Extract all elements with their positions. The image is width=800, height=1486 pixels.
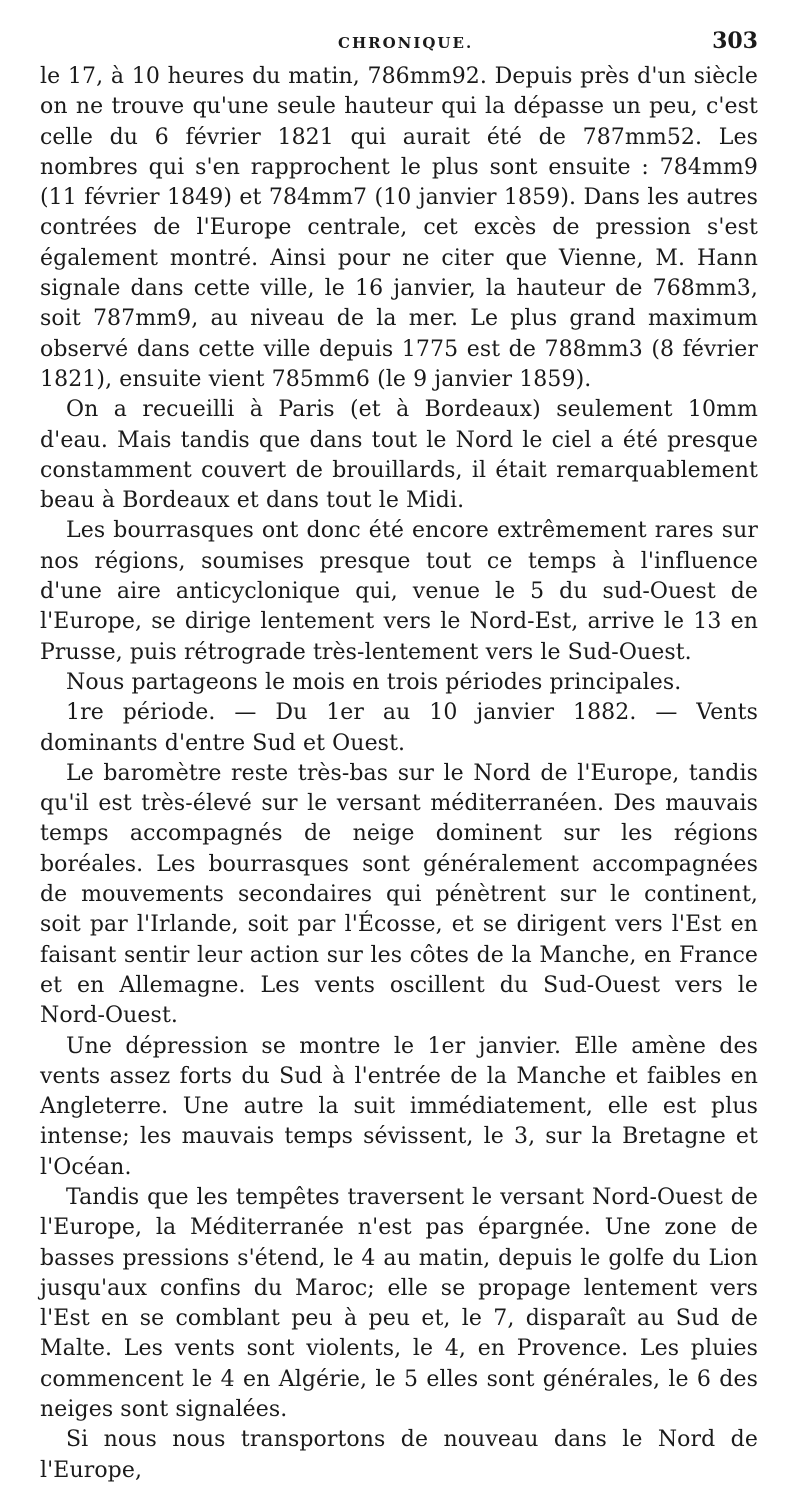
paragraph: Tandis que les tempêtes traversent le versant Nord-Ouest de l'Europe, la Méditerranée n'est pas épargnée. Une zone de basses pressions s'étend, le 4 au matin, depuis le golfe du Lion jusqu'aux confins du Maroc; elle se propage lentement vers l'Est en se comblant peu à peu et, le 7, disparaît au Sud de Malte. Les vents sont violents, le 4, en Provence. Les pluies commencent le 4 en Algérie, le 5 elles sont générales, le 6 des neiges sont signalées.: [40, 1184, 758, 1423]
paragraph: le 17, à 10 heures du matin, 786mm92. Depuis près d'un siècle on ne trouve qu'une seule hauteur qui la dépasse un peu, c'est celle du 6 février 1821 qui aurait été de 787mm52. Les nombres qui s'en rapprochent le plus sont ensuite : 784mm9 (11 février 1849) et 784mm7 (10 janvier 1859). Dans les autres contrées de l'Europe centrale, cet excès de pression s'est également montré. Ainsi pour ne citer que Vienne, M. Hann signale dans cette ville, le 16 janvier, la hauteur de 768mm3, soit 787mm9, au niveau de la mer. Le plus grand maximum observé dans cette ville depuis 1775 est de 788mm3 (8 février 1821), ensuite vient 785mm6 (le 9 janvier 1859).: [40, 64, 758, 392]
paragraph: Si nous nous transportons de nouveau dans le Nord de l'Europe,: [40, 1427, 758, 1483]
paragraph: On a recueilli à Paris (et à Bordeaux) seulement 10mm d'eau. Mais tandis que dans tout le Nord le ciel a été presque constamment couvert de brouillards, il était remarquablement beau à Bordeaux et dans tout le Midi.: [40, 397, 758, 514]
page-header: [0, 28, 800, 58]
page-number: 303: [712, 28, 758, 54]
paragraph: Le baromètre reste très-bas sur le Nord de l'Europe, tandis qu'il est très-élevé sur le versant méditerranéen. Des mauvais temps accompagnés de neige dominent sur les régions boréales. Les bourrasques sont généralement accompagnées de mouvements secondaires qui pénètrent sur le continent, soit par l'Irlande, soit par l'Écosse, et se dirigent vers l'Est en faisant sentir leur action sur les côtes de la Manche, en France et en Allemagne. Les vents oscillent du Sud-Ouest vers le Nord-Ouest.: [40, 760, 758, 1029]
paragraph: Nous partageons le mois en trois périodes principales.: [66, 669, 682, 695]
running-title: CHRONIQUE.: [338, 34, 474, 52]
paragraph: Les bourrasques ont donc été encore extrêmement rares sur nos régions, soumises presque tout ce temps à l'influence d'une aire anticyclonique qui, venue le 5 du sud-Ouest de l'Europe, se dirige lentement vers le Nord-Est, arrive le 13 en Prusse, puis rétrograde très-lentement vers le Sud-Ouest.: [40, 518, 758, 665]
body-text: [40, 62, 758, 1486]
paragraph: Une dépression se montre le 1er janvier. Elle amène des vents assez forts du Sud à l'entrée de la Manche et faibles en Angleterre. Une autre la suit immédiatement, elle est plus intense; les mauvais temps sévissent, le 3, sur la Bretagne et l'Océan.: [40, 1033, 758, 1180]
period-heading: 1re période. — Du 1er au 10 janvier 1882. — Vents dominants d'entre Sud et Ouest.: [40, 700, 758, 756]
